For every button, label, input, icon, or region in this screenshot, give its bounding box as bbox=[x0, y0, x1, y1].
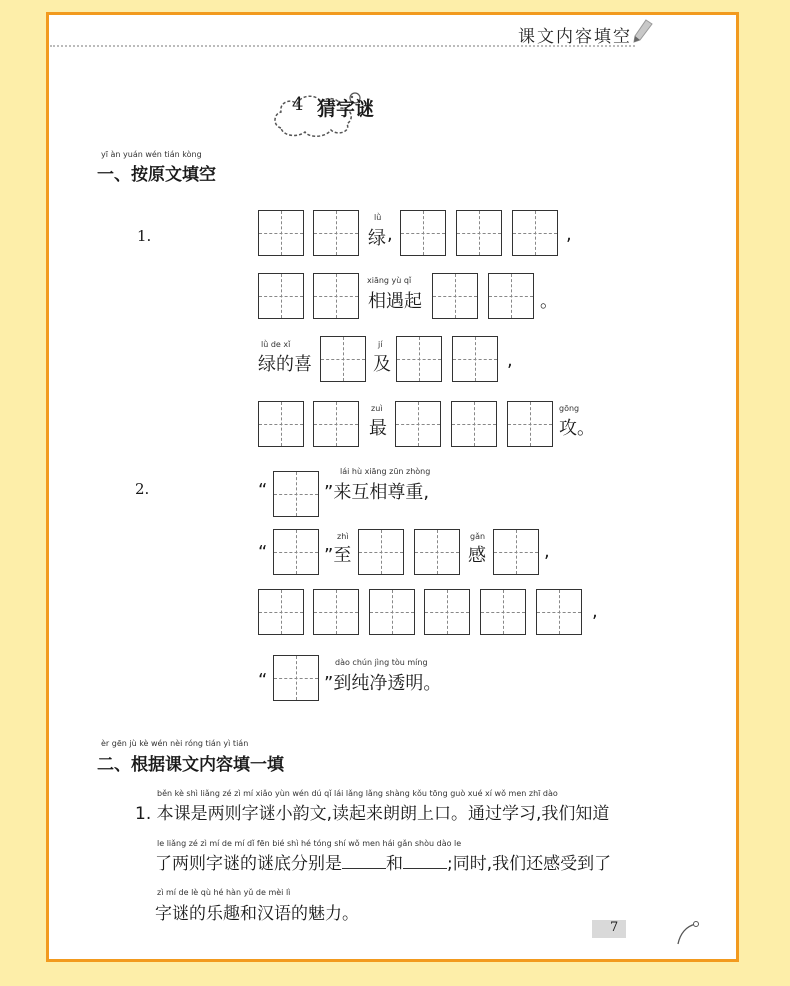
fill-blank[interactable] bbox=[403, 852, 447, 869]
page-number: 7 bbox=[610, 920, 619, 935]
section1-title: 一、按原文填空 bbox=[97, 165, 216, 185]
lesson-number: 4 bbox=[292, 94, 304, 115]
pinyin-annotation: lái hù xiāng zūn zhòng bbox=[340, 467, 431, 476]
pinyin-annotation: xiāng yù qǐ bbox=[367, 276, 412, 285]
answer-box[interactable] bbox=[456, 210, 502, 256]
answer-box[interactable] bbox=[313, 273, 359, 319]
punctuation: , bbox=[544, 541, 550, 562]
answer-box[interactable] bbox=[400, 210, 446, 256]
page-header-title: 课文内容填空 bbox=[518, 27, 632, 47]
text-phrase: 绿的喜 bbox=[258, 354, 312, 375]
open-quote: “ bbox=[258, 542, 268, 563]
answer-box[interactable] bbox=[414, 529, 460, 575]
pinyin-annotation: gōng bbox=[559, 404, 580, 413]
paragraph-line-2 bbox=[155, 849, 611, 874]
open-quote: “ bbox=[258, 480, 268, 501]
pencil-icon bbox=[632, 18, 654, 48]
paragraph-text: ;同时,我们还感受到了 bbox=[447, 854, 612, 874]
answer-box[interactable] bbox=[396, 336, 442, 382]
answer-box[interactable] bbox=[512, 210, 558, 256]
answer-box[interactable] bbox=[488, 273, 534, 319]
text-char: 绿 bbox=[368, 228, 386, 249]
paragraph-text: 了两则字谜的谜底分别是 bbox=[155, 854, 342, 874]
text-phrase: 相遇起 bbox=[368, 291, 422, 312]
answer-box[interactable] bbox=[258, 589, 304, 635]
answer-box[interactable] bbox=[273, 529, 319, 575]
answer-box[interactable] bbox=[424, 589, 470, 635]
answer-box[interactable] bbox=[432, 273, 478, 319]
text-phrase: ”到纯净透明。 bbox=[324, 673, 442, 694]
pinyin-annotation: lǜ bbox=[374, 213, 382, 222]
pinyin-annotation: dào chún jìng tòu míng bbox=[335, 658, 428, 667]
answer-box[interactable] bbox=[451, 401, 497, 447]
text-phrase: ”来互相尊重, bbox=[324, 482, 430, 503]
question-2-label: 2. bbox=[135, 480, 150, 498]
section2-pinyin: èr gēn jù kè wén nèi róng tián yì tián bbox=[101, 739, 249, 748]
answer-box[interactable] bbox=[258, 401, 304, 447]
text-char: 最 bbox=[369, 418, 387, 439]
answer-box[interactable] bbox=[480, 589, 526, 635]
answer-box[interactable] bbox=[273, 471, 319, 517]
question-1-label: 1. bbox=[137, 227, 152, 245]
answer-box[interactable] bbox=[313, 401, 359, 447]
lesson-title: 猜字谜 bbox=[317, 98, 375, 120]
text-phrase: ”至 bbox=[324, 545, 352, 566]
paragraph-line-1: 1. 本课是两则字谜小韵文,读起来朗朗上口。通过学习,我们知道 bbox=[135, 804, 610, 824]
paragraph-text: 和 bbox=[386, 854, 403, 874]
text-phrase: 攻。 bbox=[559, 418, 595, 439]
pinyin-line: zì mí de lè qù hé hàn yǔ de mèi lì bbox=[157, 888, 291, 897]
open-quote: “ bbox=[258, 670, 268, 691]
pinyin-annotation: zhì bbox=[337, 532, 349, 541]
answer-box[interactable] bbox=[258, 273, 304, 319]
pinyin-line: běn kè shì liǎng zé zì mí xiǎo yùn wén dú qǐ lái lǎng lǎng shàng kǒu tōng guò xué xí wǒ men zhī dào bbox=[157, 789, 558, 798]
text-char: 及 bbox=[373, 354, 391, 375]
answer-box[interactable] bbox=[358, 529, 404, 575]
punctuation: 。 bbox=[540, 291, 558, 312]
section1-pinyin: yī àn yuán wén tián kòng bbox=[101, 150, 202, 159]
pinyin-line: le liǎng zé zì mí de mí dǐ fēn bié shì hé tóng shí wǒ men hái gǎn shòu dào le bbox=[157, 839, 462, 848]
fill-blank[interactable] bbox=[342, 852, 386, 869]
pinyin-annotation: lǜ de xǐ bbox=[261, 340, 291, 349]
page-number-background bbox=[592, 920, 626, 938]
answer-box[interactable] bbox=[507, 401, 553, 447]
punctuation: , bbox=[592, 601, 598, 622]
answer-box[interactable] bbox=[536, 589, 582, 635]
answer-box[interactable] bbox=[313, 210, 359, 256]
punctuation: , bbox=[566, 224, 572, 245]
section2-title: 二、根据课文内容填一填 bbox=[97, 755, 284, 775]
answer-box[interactable] bbox=[320, 336, 366, 382]
answer-box[interactable] bbox=[313, 589, 359, 635]
answer-box[interactable] bbox=[452, 336, 498, 382]
header-divider bbox=[50, 45, 635, 47]
pinyin-annotation: gǎn bbox=[470, 532, 486, 541]
text-char: 感 bbox=[468, 545, 486, 566]
answer-box[interactable] bbox=[273, 655, 319, 701]
answer-box[interactable] bbox=[395, 401, 441, 447]
paragraph-line-3: 字谜的乐趣和汉语的魅力。 bbox=[155, 904, 359, 924]
answer-box[interactable] bbox=[258, 210, 304, 256]
punctuation: , bbox=[507, 350, 513, 371]
feather-icon bbox=[676, 920, 700, 950]
punctuation: , bbox=[387, 224, 393, 245]
pinyin-annotation: zuì bbox=[371, 404, 383, 413]
answer-box[interactable] bbox=[493, 529, 539, 575]
pinyin-annotation: jí bbox=[378, 340, 383, 349]
answer-box[interactable] bbox=[369, 589, 415, 635]
